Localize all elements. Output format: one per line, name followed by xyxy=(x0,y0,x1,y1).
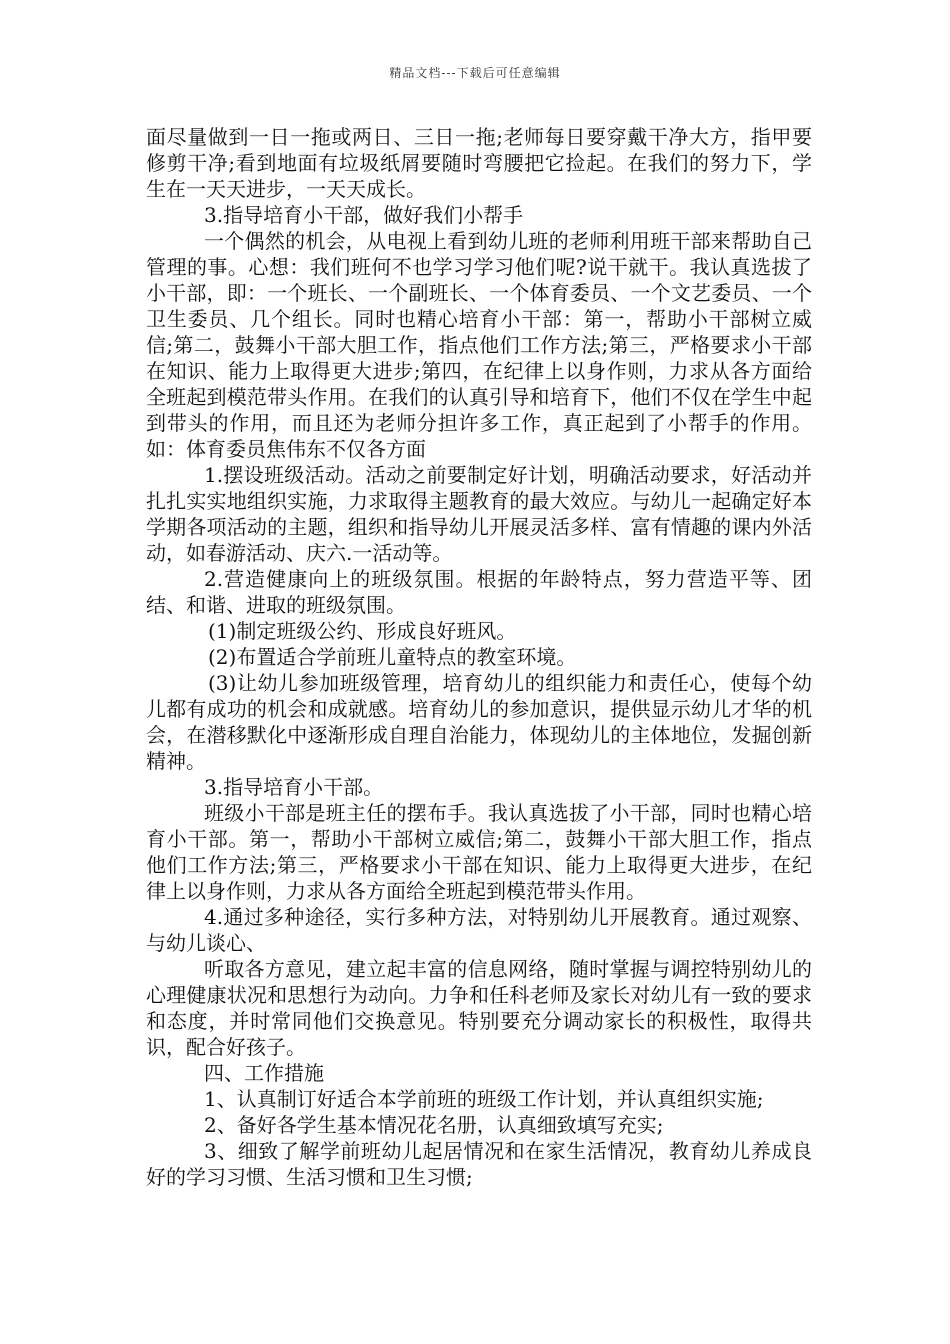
section-heading: 3.指导培育小干部。 xyxy=(204,775,384,799)
paragraph: 4.通过多种途径，实行多种方法，对特别幼儿开展教育。通过观察、与幼儿谈心、 xyxy=(146,905,812,955)
page-header: 精品文档---下载后可任意编辑 xyxy=(389,66,561,80)
document-body xyxy=(146,124,812,1190)
section-heading: 四、工作措施 xyxy=(204,1061,324,1085)
list-item: (1)制定班级公约、形成良好班风。 xyxy=(208,619,517,643)
section-heading: 3.指导培育小干部，做好我们小帮手 xyxy=(204,203,524,227)
list-item: (3)让幼儿参加班级管理，培育幼儿的组织能力和责任心，使每个幼儿都有成功的机会和成就感。培育幼儿的参加意识，提供显示幼儿才华的机会，在潜移默化中逐渐形成自理自治能力，体现幼儿的主体地位，发掘创新精神。 xyxy=(146,671,812,773)
paragraph: 2.营造健康向上的班级氛围。根据的年龄特点，努力营造平等、团结、和谐、进取的班级氛围。 xyxy=(146,567,812,617)
list-item: (2)布置适合学前班儿童特点的教室环境。 xyxy=(208,645,577,669)
paragraph: 1.摆设班级活动。活动之前要制定好计划，明确活动要求，好活动并扎扎实实地组织实施，力求取得主题教育的最大效应。与幼儿一起确定好本学期各项活动的主题，组织和指导幼儿开展灵活多样、富有情趣的课内外活动，如春游活动、庆六.一活动等。 xyxy=(146,463,812,565)
list-item: 3、细致了解学前班幼儿起居情况和在家生活情况，教育幼儿养成良好的学习习惯、生活习惯和卫生习惯; xyxy=(146,1139,812,1189)
paragraph: 听取各方意见，建立起丰富的信息网络，随时掌握与调控特别幼儿的心理健康状况和思想行为动向。力争和任科老师及家长对幼儿有一致的要求和态度，并时常同他们交换意见。特别要充分调动家长的积极性，取得共识，配合好孩子。 xyxy=(146,957,812,1059)
list-item: 2、备好各学生基本情况花名册，认真细致填写充实; xyxy=(204,1113,664,1137)
paragraph: 面尽量做到一日一拖或两日、三日一拖;老师每日要穿戴干净大方，指甲要修剪干净;看到地面有垃圾纸屑要随时弯腰把它捡起。在我们的努力下，学生在一天天进步，一天天成长。 xyxy=(146,125,812,201)
paragraph: 一个偶然的机会，从电视上看到幼儿班的老师利用班干部来帮助自己管理的事。心想：我们班何不也学习学习他们呢?说干就干。我认真选拔了小干部，即：一个班长、一个副班长、一个体育委员、一个文艺委员、一个卫生委员、几个组长。同时也精心培育小干部：第一，帮助小干部树立威信;第二，鼓舞小干部大胆工作，指点他们工作方法;第三，严格要求小干部在知识、能力上取得更大进步;第四，在纪律上以身作则，力求从各方面给全班起到模范带头作用。在我们的认真引导和培育下，他们不仅在学生中起到带头的作用，而且还为老师分担许多工作，真正起到了小帮手的作用。如：体育委员焦伟东不仅各方面 xyxy=(146,229,812,461)
list-item: 1、认真制订好适合本学前班的班级工作计划，并认真组织实施; xyxy=(204,1087,764,1111)
paragraph: 班级小干部是班主任的摆布手。我认真选拔了小干部，同时也精心培育小干部。第一，帮助小干部树立威信;第二，鼓舞小干部大胆工作，指点他们工作方法;第三，严格要求小干部在知识、能力上取得更大进步，在纪律上以身作则，力求从各方面给全班起到模范带头作用。 xyxy=(146,801,812,903)
